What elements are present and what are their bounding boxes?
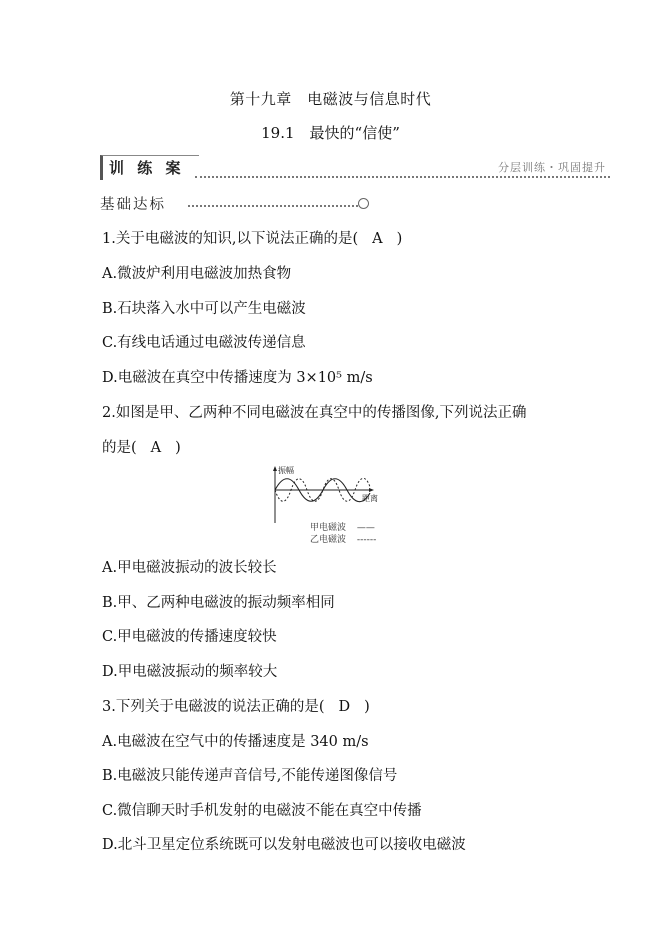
legend-line-solid: ——: [356, 523, 375, 533]
question-stem: 1.关于电磁波的知识,以下说法正确的是(: [102, 231, 359, 247]
question-stem: 的是(: [102, 440, 137, 456]
question-stem-end: ): [364, 699, 370, 715]
question-3-stem: [102, 695, 370, 716]
x-axis-label: 距离: [362, 494, 378, 503]
question-1-stem: [102, 227, 402, 248]
option: B.电磁波只能传递声音信号,不能传递图像信号: [102, 768, 398, 784]
y-axis-arrow: [273, 466, 277, 471]
chapter-title: 第十九章 电磁波与信息时代: [229, 90, 432, 108]
option: B.石块落入水中可以产生电磁波: [102, 301, 306, 317]
option: A.甲电磁波振动的波长较长: [102, 560, 277, 576]
banner-dotted-line: [195, 176, 610, 178]
option: B.甲、乙两种电磁波的振动频率相同: [102, 595, 335, 611]
option: D.电磁波在真空中传播速度为 3×10⁵ m/s: [102, 370, 373, 386]
question-2-stem-line1: 2.如图是甲、乙两种不同电磁波在真空中的传播图像,下列说法正确: [102, 405, 527, 421]
subhead-end-circle: [358, 198, 369, 209]
x-axis-arrow: [369, 488, 374, 492]
answer-letter: D: [338, 699, 351, 715]
legend-yi: [310, 532, 376, 545]
option: C.甲电磁波的传播速度较快: [102, 629, 277, 645]
subhead-label: 基础达标: [100, 197, 166, 213]
y-axis-label: 振幅: [278, 466, 294, 475]
legend-label: 甲电磁波: [310, 523, 347, 533]
banner-label: 训 练 案: [100, 155, 199, 180]
answer-letter: A: [372, 231, 383, 247]
question-stem-end: ): [396, 231, 403, 247]
subhead-dotted-line: [188, 205, 358, 207]
answer-letter: A: [150, 440, 162, 456]
question-2-stem-line2: [102, 436, 181, 457]
legend-line-dashed: ------: [356, 535, 377, 545]
option: C.微信聊天时手机发射的电磁波不能在真空中传播: [102, 803, 422, 819]
legend-label: 乙电磁波: [310, 535, 347, 545]
option: A.微波炉利用电磁波加热食物: [102, 266, 292, 282]
option: D.甲电磁波振动的频率较大: [102, 664, 278, 680]
basic-level-heading: [100, 193, 370, 215]
banner-subtitle: 分层训练・巩固提升: [498, 161, 606, 174]
question-stem: 3.下列关于电磁波的说法正确的是(: [102, 699, 325, 715]
section-title: 19.1 最快的“信使”: [261, 124, 400, 142]
wave-graph: [262, 465, 392, 525]
option: A.电磁波在空气中的传播速度是 340 m/s: [102, 734, 369, 750]
exercise-banner: [100, 155, 610, 183]
option: C.有线电话通过电磁波传递信息: [102, 335, 306, 351]
option: D.北斗卫星定位系统既可以发射电磁波也可以接收电磁波: [102, 837, 466, 853]
question-stem-end: ): [175, 440, 181, 456]
